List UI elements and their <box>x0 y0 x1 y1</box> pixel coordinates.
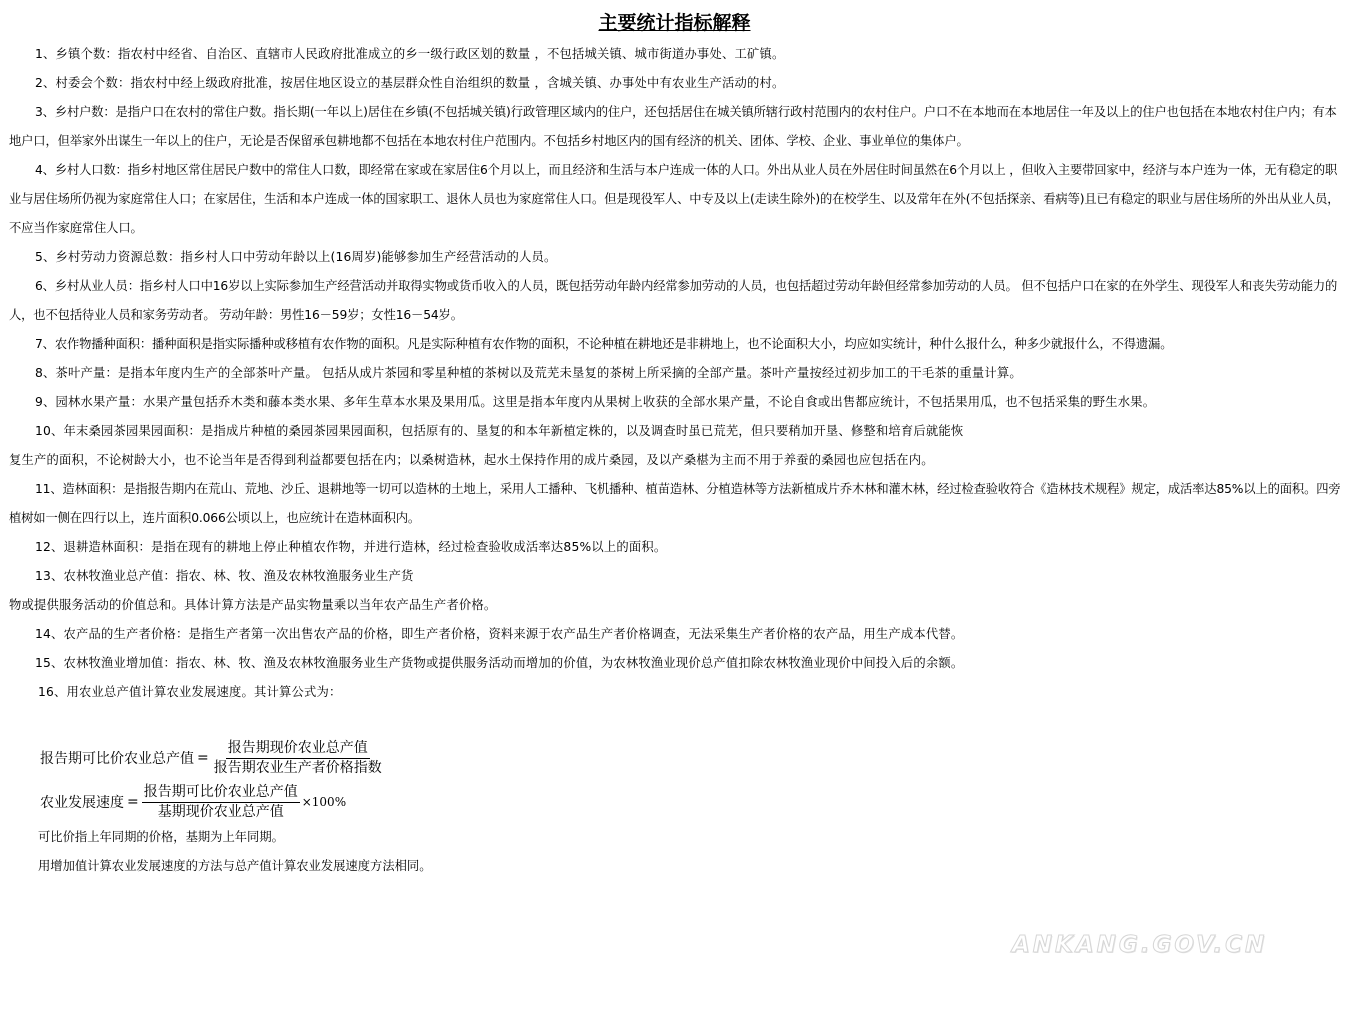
item-5: 5、乡村劳动力资源总数：指乡村人口中劳动年龄以上(16周岁)能够参加生产经营活动的人员。 <box>35 250 557 264</box>
item-8: 8、茶叶产量：是指本年度内生产的全部茶叶产量。 包括从成片茶园和零星种植的茶树以及荒芜未垦复的茶树上所采摘的全部产量。茶叶产量按经过初步加工的干毛茶的重量计算。 <box>35 366 1022 380</box>
item-2: 2、村委会个数：指农村中经上级政府批准，按居住地区设立的基层群众性自治组织的数量 ，含城关镇、办事处中有农业生产活动的村。 <box>35 76 785 90</box>
page-title: 主要统计指标解释 <box>598 12 751 34</box>
formula-2-numerator: 报告期可比价农业总产值 <box>142 783 300 803</box>
formula-1-fraction <box>212 739 384 778</box>
site-watermark: ANKANG.GOV.CN <box>1012 932 1268 958</box>
item-16: 16、用农业总产值计算农业发展速度。其计算公式为： <box>38 685 342 699</box>
item-10-line-2: 复生产的面积，不论树龄大小，也不论当年是否得到利益都要包括在内；以桑树造林，起水土保持作用的成片桑园，及以产桑椹为主而不用于养蚕的桑园也应包括在内。 <box>9 453 934 467</box>
item-7: 7、农作物播种面积：播种面积是指实际播种或移植有农作物的面积。凡是实际种植有农作物的面积，不论种植在耕地还是非耕地上，也不论面积大小，均应如实统计，种什么报什么，种多少就报什么，不得遗漏。 <box>35 337 1173 351</box>
formula-2-multiplier: ×100% <box>301 795 347 809</box>
formula-2-denominator: 基期现价农业总产值 <box>157 803 284 820</box>
note-value-added-method: 用增加值计算农业发展速度的方法与总产值计算农业发展速度方法相同。 <box>38 859 432 873</box>
item-4: 4、乡村人口数：指乡村地区常住居民户数中的常住人口数，即经常在家或在家居住6个月以上，而且经济和生活与本户连成一体的人口。外出从业人员在外居住时间虽然在6个月以上 ，但收入主要带回家中，经济与本户连为一体，无有稳定的职业与居住场所仍视为家庭常住人口；在家居住，生活和本户连成一体的国家职工、退休人员也为家庭常住人口。但是现役军人、中专及以上(走读生除外)的在校学生、以及常年在外(不包括探亲、看病等)且已有稳定的职业与居住场所的外出从业人员，不应当作家庭常住人口。 <box>9 163 1340 235</box>
formula-2-lhs: 农业发展速度 <box>40 795 124 811</box>
formula-2-fraction <box>142 783 300 822</box>
formula-comparable-value <box>40 736 384 780</box>
item-6: 6、乡村从业人员：指乡村人口中16岁以上实际参加生产经营活动并取得实物或货币收入的人员，既包括劳动年龄内经常参加劳动的人员，也包括超过劳动年龄但经常参加劳动的人员。 但不包括户口在家的在外学生、现役军人和丧失劳动能力的人，也不包括待业人员和家务劳动者。 劳动年龄：男性16－59岁；女性16－54岁。 <box>9 279 1338 322</box>
item-14: 14、农产品的生产者价格：是指生产者第一次出售农产品的价格，即生产者价格，资料来源于农产品生产者价格调查，无法采集生产者价格的农产品，用生产成本代替。 <box>35 627 964 641</box>
item-9: 9、园林水果产量：水果产量包括乔木类和藤本类水果、多年生草本水果及果用瓜。这里是指本年度内从果树上收获的全部水果产量，不论自食或出售都应统计，不包括果用瓜，也不包括采集的野生水果。 <box>35 395 1156 409</box>
item-10-line-1: 10、年末桑园茶园果园面积：是指成片种植的桑园茶园果园面积，包括原有的、垦复的和本年新植定株的，以及调查时虽已荒芜，但只要稍加开垦、修整和培育后就能恢 <box>35 424 964 438</box>
note-comparable-price: 可比价指上年同期的价格，基期为上年同期。 <box>38 830 284 844</box>
definitions-list <box>9 40 1341 707</box>
item-13-line-2: 物或提供服务活动的价值总和。具体计算方法是产品实物量乘以当年农产品生产者价格。 <box>9 598 497 612</box>
item-13-line-1: 13、农林牧渔业总产值：指农、林、牧、渔及农林牧渔服务业生产货 <box>35 569 414 583</box>
formula-1-denominator: 报告期农业生产者价格指数 <box>213 759 382 776</box>
item-12: 12、退耕造林面积：是指在现有的耕地上停止种植农作物，并进行造林，经过检查验收成活率达85%以上的面积。 <box>35 540 667 554</box>
item-1: 1、乡镇个数：指农村中经省、自治区、直辖市人民政府批准成立的乡一级行政区划的数量 ，不包括城关镇、城市街道办事处、工矿镇。 <box>35 47 785 61</box>
item-11: 11、造林面积：是指报告期内在荒山、荒地、沙丘、退耕地等一切可以造林的土地上，采用人工播种、飞机播种、植苗造林、分植造林等方法新植成片乔木林和灌木林，经过检查验收符合《造林技术规程》规定，成活率达85%以上的面积。四旁植树如一侧在四行以上，连片面积0.066公顷以上，也应统计在造林面积内。 <box>9 482 1341 525</box>
formula-1-lhs: 报告期可比价农业总产值 <box>40 751 194 767</box>
formula-1-numerator: 报告期现价农业总产值 <box>226 739 370 759</box>
formula-2-equals: = <box>127 794 139 810</box>
formula-1-equals: = <box>197 750 209 766</box>
formula-growth-rate <box>40 780 346 824</box>
item-15: 15、农林牧渔业增加值：指农、林、牧、渔及农林牧渔服务业生产货物或提供服务活动而增加的价值，为农林牧渔业现价总产值扣除农林牧渔业现价中间投入后的余额。 <box>35 656 964 670</box>
item-3: 3、乡村户数：是指户口在农村的常住户数。指长期(一年以上)居住在乡镇(不包括城关镇)行政管理区域内的住户，还包括居住在城关镇所辖行政村范围内的农村住户。户口不在本地而在本地居住一年及以上的住户也包括在本地农村住户内；有本地户口，但举家外出谋生一年以上的住户，无论是否保留承包耕地都不包括在本地农村住户范围内。不包括乡村地区内的国有经济的机关、团体、学校、企业、事业单位的集体户。 <box>9 105 1337 148</box>
